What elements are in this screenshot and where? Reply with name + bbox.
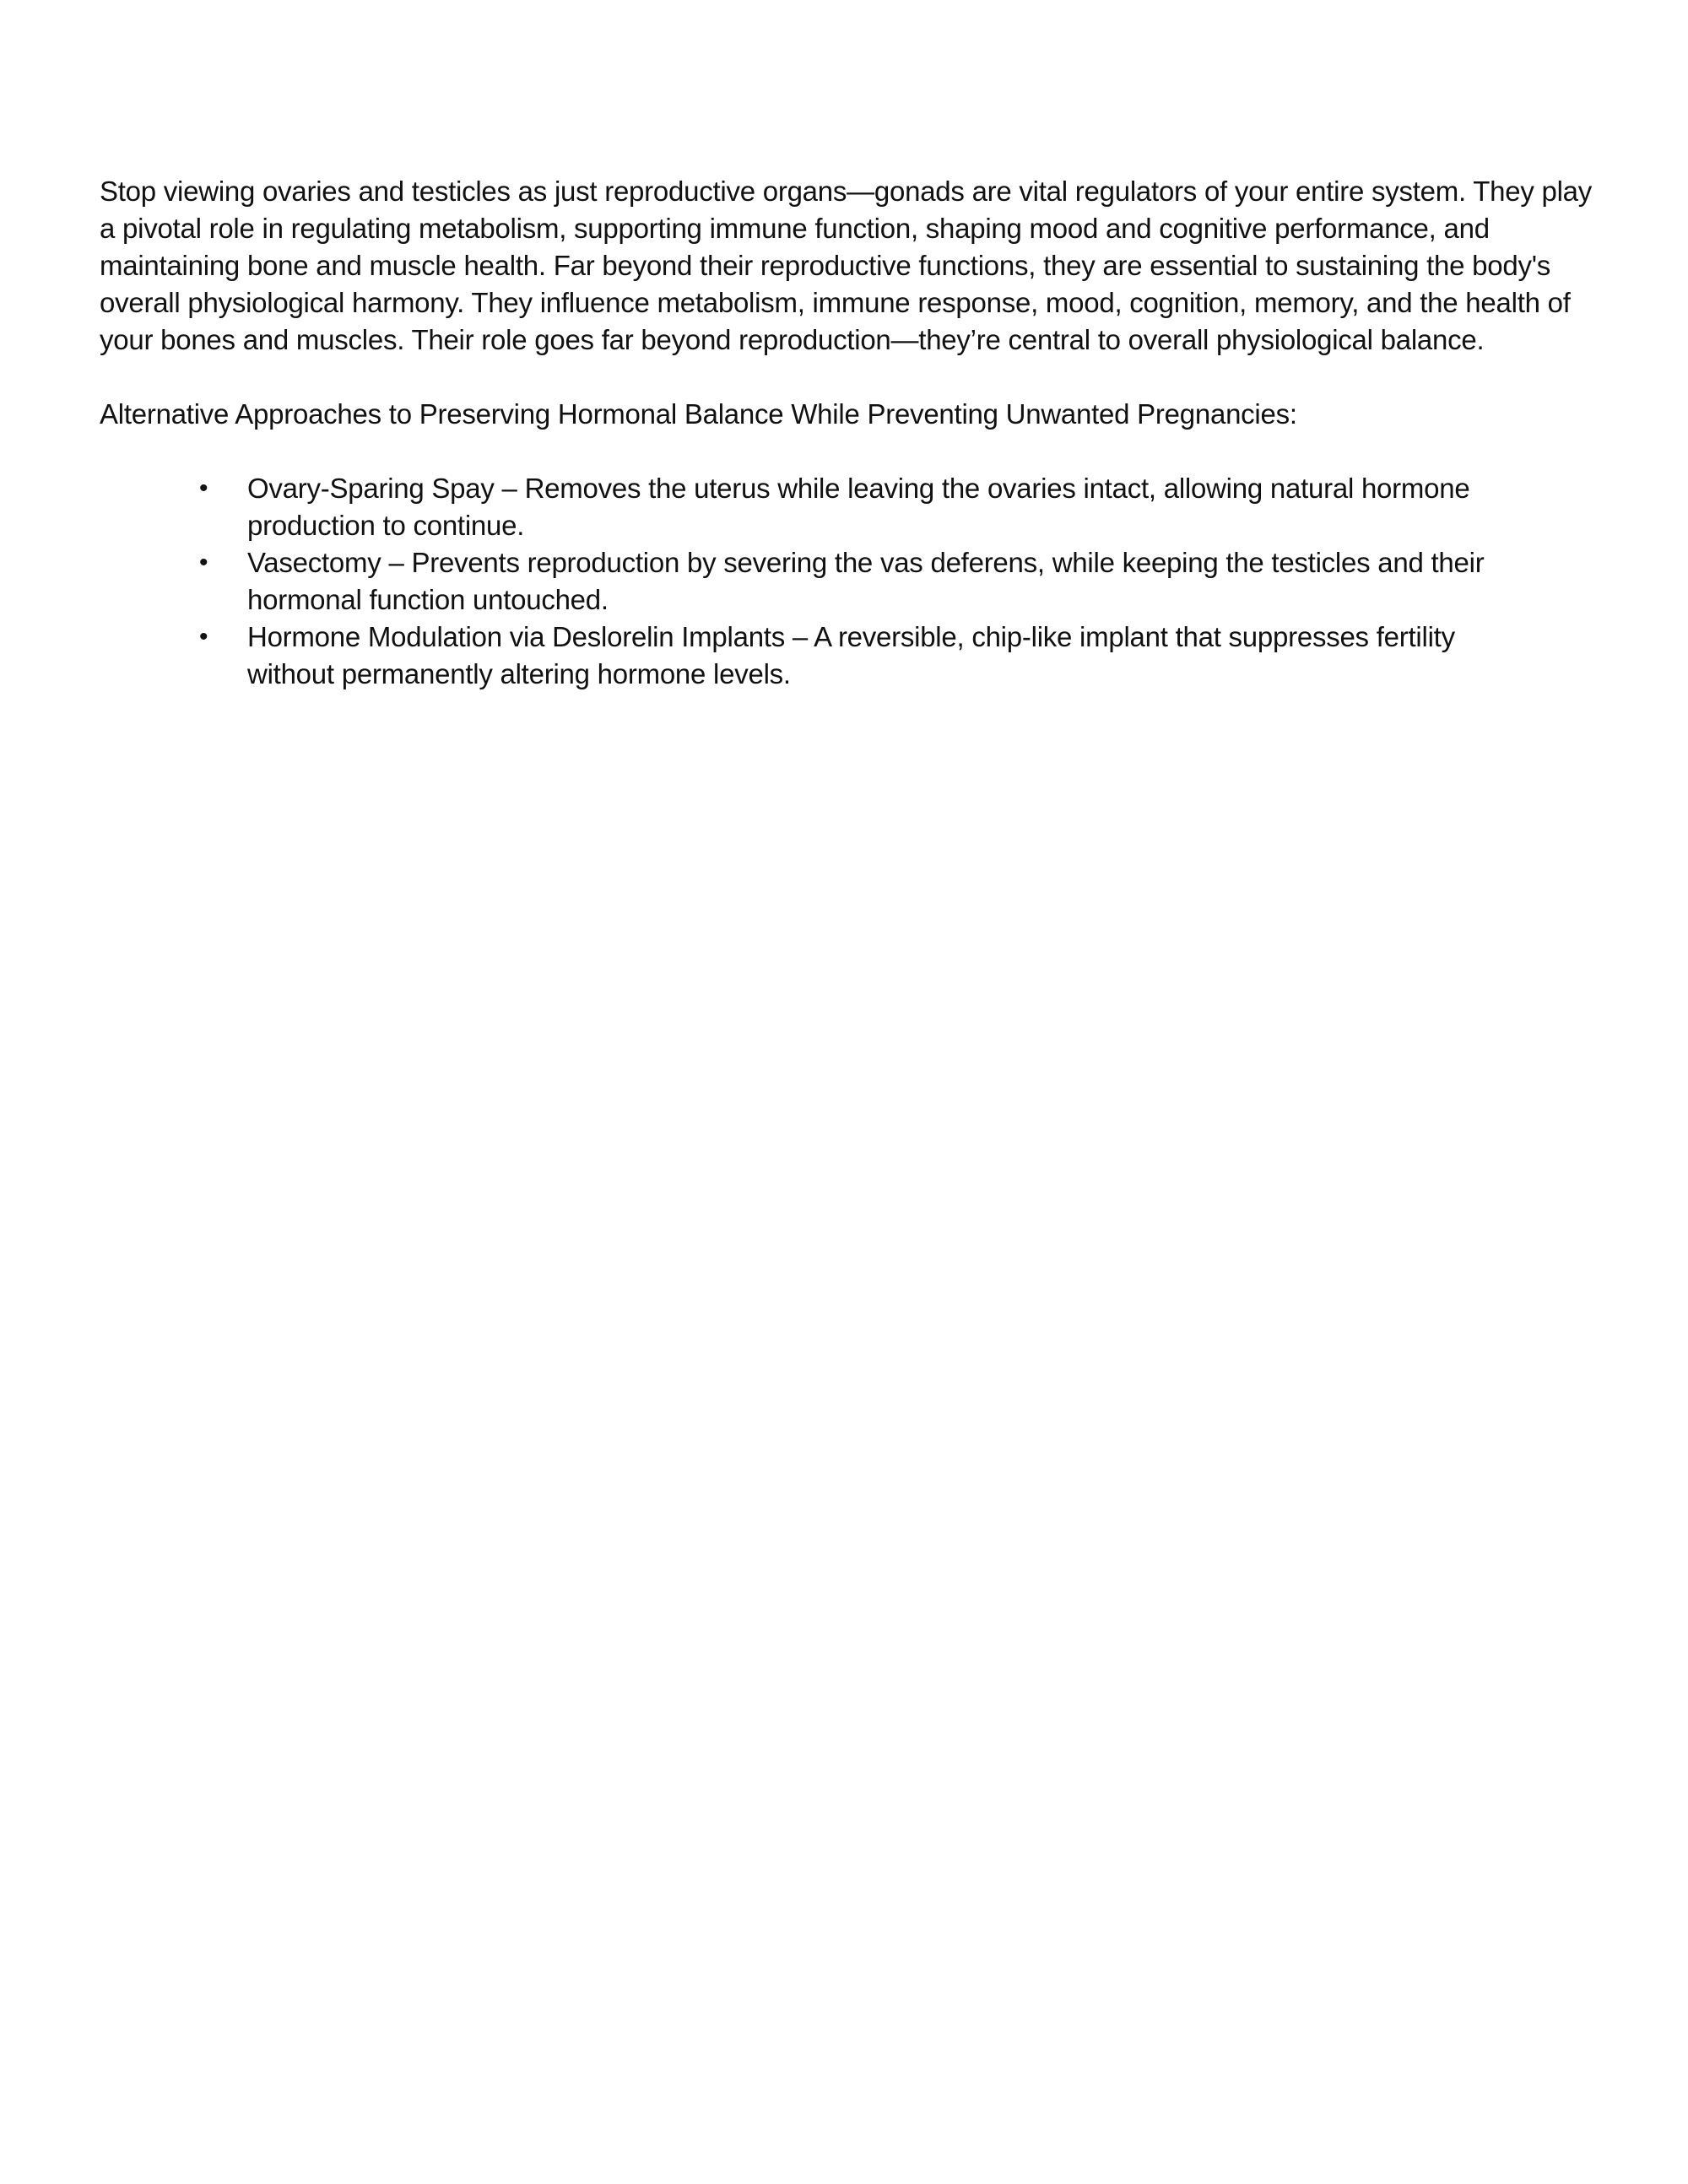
list-item-text: Ovary-Sparing Spay – Removes the uterus while leaving the ovaries intact, allowing natural hormone production to continue. bbox=[247, 473, 1470, 541]
intro-paragraph: Stop viewing ovaries and testicles as just reproductive organs—gonads are vital regulators of your entire system. They play a pivotal role in regulating metabolism, supporting immune function, shaping mood and cognitive performance, and maintaining bone and muscle health. Far beyond their reproductive functions, they are essential to sustaining the body's overall physiological harmony. They influence metabolism, immune response, mood, cognition, memory, and the health of your bones and muscles. Their role goes far beyond reproduction—they’re central to overall physiological balance. bbox=[100, 176, 1593, 355]
list-item-text: Vasectomy – Prevents reproduction by severing the vas deferens, while keeping the testicles and their hormonal function untouched. bbox=[247, 547, 1485, 615]
approach-list bbox=[100, 470, 1518, 693]
bullet-icon: • bbox=[199, 474, 208, 502]
list-item-ovary-sparing-spay bbox=[100, 470, 1518, 544]
bullet-icon: • bbox=[199, 623, 208, 651]
list-item-text: Hormone Modulation via Deslorelin Implants – A reversible, chip-like implant that suppresses fertility without permanently altering hormone levels. bbox=[247, 621, 1455, 689]
section-heading: Alternative Approaches to Preserving Hormonal Balance While Preventing Unwanted Pregnancies: bbox=[100, 398, 1297, 430]
document-content bbox=[100, 173, 1595, 693]
list-item-deslorelin-implants bbox=[100, 619, 1518, 693]
list-item-vasectomy bbox=[100, 544, 1518, 619]
bullet-icon: • bbox=[199, 549, 208, 576]
